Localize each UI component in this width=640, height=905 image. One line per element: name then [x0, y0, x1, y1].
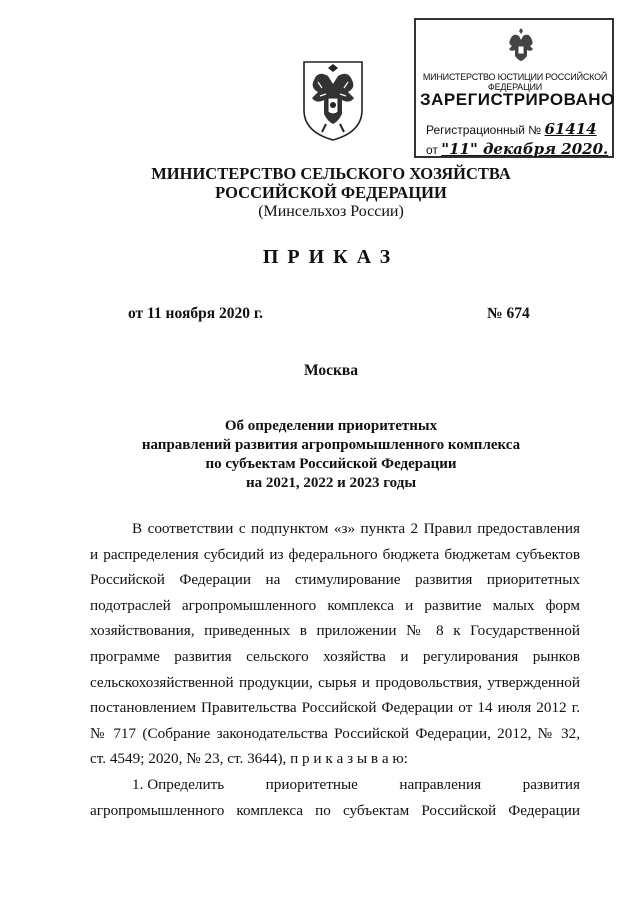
stamp-reg-number-row: [426, 120, 597, 138]
body-line: № 717 (Собрание законодательства Российской Федерации, 2012, № 32,: [90, 724, 580, 742]
body-line: и распределения субсидий из федерального бюджета бюджетам субъектов: [90, 545, 580, 563]
body-line: подотраслей агропромышленного комплекса и развитие малых форм: [90, 596, 580, 614]
issue-city: Москва: [303, 362, 359, 379]
item-1-word: 1. Определить: [132, 775, 225, 793]
ministry-name-line2: РОССИЙСКОЙ ФЕДЕРАЦИИ: [215, 183, 447, 202]
subject-line: на 2021, 2022 и 2023 годы: [245, 475, 417, 491]
stamp-date-label: от: [426, 143, 438, 157]
stamp-emblem-icon: [504, 26, 538, 64]
body-line: постановлением Правительства Российской Федерации от 14 июля 2012 г.: [90, 699, 580, 717]
body-line: Российской Федерации на стимулирование развития приоритетных: [90, 571, 580, 589]
body-line: сельскохозяйственной продукции, сырья и продовольствия, утвержденной: [90, 673, 580, 691]
coat-of-arms-emblem: [298, 58, 368, 142]
subject-line: направлений развития агропромышленного комплекса: [141, 437, 521, 453]
item-1-word: развития: [522, 775, 580, 793]
ministry-name: [0, 164, 640, 202]
body-line: агропромышленного комплекса по субъектам Российской Федерации: [90, 801, 580, 819]
ministry-name-line1: МИНИСТЕРСТВО СЕЛЬСКОГО ХОЗЯЙСТВА: [151, 164, 511, 183]
body-line: ст. 4549; 2020, № 23, ст. 3644), п р и к а з ы в а ю:: [90, 750, 408, 768]
order-number: № 674: [487, 305, 530, 322]
subject-line: Об определении приоритетных: [224, 418, 438, 434]
item-1-word: направления: [399, 775, 482, 793]
ministry-short-name: (Минсельхоз России): [258, 203, 404, 220]
stamp-date-value: "11" декабря 2020.: [441, 140, 609, 158]
document-body: [90, 516, 580, 823]
item-1-word: приоритетные: [265, 775, 358, 793]
registration-stamp: [414, 18, 614, 158]
document-title: ПРИКАЗ: [262, 246, 400, 268]
body-line: В соответствии с подпунктом «з» пункта 2 Правил предоставления: [132, 520, 580, 537]
body-line: хозяйствования, приведенных в приложении № 8 к Государственной: [90, 622, 580, 640]
stamp-reg-number: 61414: [544, 120, 597, 138]
order-subject: [0, 417, 640, 493]
item-1-line: [90, 772, 580, 798]
stamp-ministry: МИНИСТЕРСТВО ЮСТИЦИИ РОССИЙСКОЙ ФЕДЕРАЦИИ: [422, 72, 608, 92]
subject-line: по субъектам Российской Федерации: [205, 456, 457, 472]
stamp-registered-label: ЗАРЕГИСТРИРОВАНО: [420, 90, 615, 109]
order-date: от 11 ноября 2020 г.: [128, 305, 263, 322]
stamp-reg-label: Регистрационный №: [426, 123, 542, 137]
stamp-date-row: [426, 140, 608, 158]
body-line: программе развития сельского хозяйства и регулирования рынков: [90, 647, 580, 665]
